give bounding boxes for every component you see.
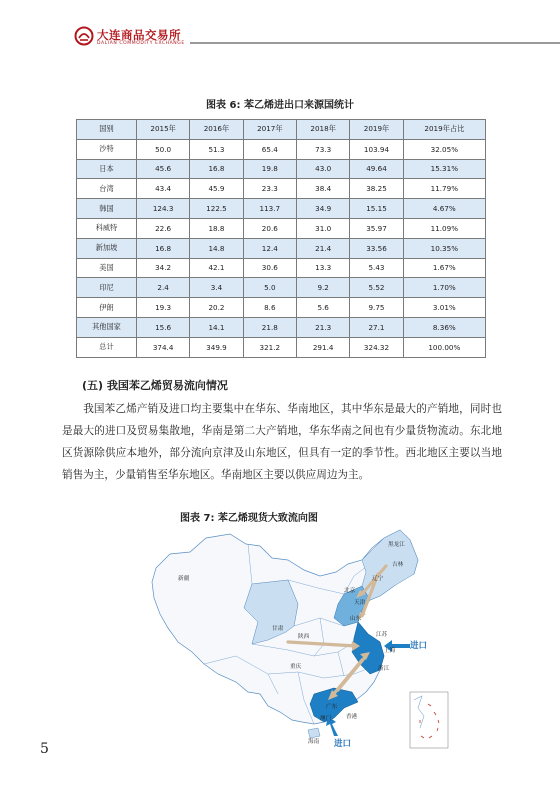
- table-cell: 韩国: [77, 199, 137, 219]
- table-cell: 51.3: [190, 139, 243, 159]
- table-row: [77, 159, 486, 179]
- table-cell: 22.6: [136, 218, 189, 238]
- label-import-east: 进口: [410, 641, 428, 651]
- table-cell: 20.6: [243, 218, 296, 238]
- table-cell: 30.6: [243, 258, 296, 278]
- table-cell: 43.4: [136, 179, 189, 199]
- table-cell: 16.8: [136, 238, 189, 258]
- label-jilin: 吉林: [392, 562, 404, 568]
- table-cell: 15.15: [350, 199, 403, 219]
- brand-name-en: DALIAN COMMODITY EXCHANGE: [97, 41, 185, 46]
- table-cell: 伊朗: [77, 298, 137, 318]
- table-cell: 19.8: [243, 159, 296, 179]
- label-xianggang: 香港: [346, 714, 358, 720]
- column-header: 2018年: [296, 120, 349, 140]
- label-chongqing: 重庆: [290, 664, 302, 670]
- page-number: 5: [40, 741, 49, 757]
- label-shandong: 山东: [350, 616, 362, 622]
- label-liaoning: 辽宁: [372, 576, 384, 582]
- table-row: [77, 139, 486, 159]
- column-header: 2015年: [136, 120, 189, 140]
- column-header: 2019年: [350, 120, 403, 140]
- table-cell: 32.05%: [403, 139, 485, 159]
- table-cell: 349.9: [190, 337, 243, 357]
- label-tianjin: 天津: [354, 600, 366, 606]
- table-cell: 45.6: [136, 159, 189, 179]
- table-cell: 8.6: [243, 298, 296, 318]
- page-header: [0, 0, 560, 60]
- table-cell: 1.70%: [403, 278, 485, 298]
- table-cell: 34.9: [296, 199, 349, 219]
- label-shaanxi: 陕西: [298, 634, 310, 640]
- exchange-logo-icon: [74, 26, 94, 46]
- table-cell: 4.67%: [403, 199, 485, 219]
- table-cell: 12.4: [243, 238, 296, 258]
- table-cell: 43.0: [296, 159, 349, 179]
- table-cell: 100.00%: [403, 337, 485, 357]
- header-divider: [190, 42, 560, 44]
- table-cell: 19.3: [136, 298, 189, 318]
- label-guangdong: 广东: [326, 704, 338, 710]
- table-cell: 21.3: [296, 317, 349, 337]
- table-cell: 35.97: [350, 218, 403, 238]
- table-cell: 3.01%: [403, 298, 485, 318]
- table-cell: 新加坡: [77, 238, 137, 258]
- table-cell: 18.8: [190, 218, 243, 238]
- label-hainan: 海南: [308, 739, 320, 745]
- table-cell: 印尼: [77, 278, 137, 298]
- table-total-row: [77, 337, 486, 357]
- table-row: [77, 238, 486, 258]
- label-beijing: 北京: [344, 588, 356, 594]
- table-cell: 5.52: [350, 278, 403, 298]
- table-cell: 11.79%: [403, 179, 485, 199]
- label-shanghai: 上海: [384, 648, 396, 654]
- table-cell: 1.67%: [403, 258, 485, 278]
- table-cell: 65.4: [243, 139, 296, 159]
- table-cell: 5.6: [296, 298, 349, 318]
- table-cell: 38.25: [350, 179, 403, 199]
- label-jiangsu: 江苏: [376, 632, 388, 638]
- label-xinjiang: 新疆: [178, 576, 190, 582]
- table-cell: 5.43: [350, 258, 403, 278]
- column-header: 国别: [77, 120, 137, 140]
- table-cell: 113.7: [243, 199, 296, 219]
- table-cell: 沙特: [77, 139, 137, 159]
- table-cell: 2.4: [136, 278, 189, 298]
- brand-name-cn: 大连商品交易所: [97, 28, 181, 42]
- label-gansu: 甘肃: [272, 626, 284, 632]
- table-cell: 38.4: [296, 179, 349, 199]
- table-cell: 5.0: [243, 278, 296, 298]
- table-cell: 其他国家: [77, 317, 137, 337]
- body-paragraph: 我国苯乙烯产销及进口均主要集中在华东、华南地区，其中华东是最大的产销地，同时也是最大的进口及贸易集散地，华南是第二大产销地，华东华南之间也有少量货物流动。东北地区货源除供应本地外，部分流向京津及山东地区，但具有一定的季节性。西北地区主要以当地销售为主，少量销售至华东地区。华南地区主要以供应周边为主。: [62, 403, 502, 481]
- table-row: [77, 218, 486, 238]
- table-cell: 15.6: [136, 317, 189, 337]
- table-cell: 321.2: [243, 337, 296, 357]
- table-row: [77, 199, 486, 219]
- table-row: [77, 298, 486, 318]
- import-source-table: [76, 119, 486, 358]
- table-cell: 34.2: [136, 258, 189, 278]
- table-cell: 台湾: [77, 179, 137, 199]
- table-cell: 9.75: [350, 298, 403, 318]
- table-row: [77, 317, 486, 337]
- table-cell: 16.8: [190, 159, 243, 179]
- table-cell: 31.0: [296, 218, 349, 238]
- table-cell: 10.35%: [403, 238, 485, 258]
- table-cell: 14.8: [190, 238, 243, 258]
- table-cell: 3.4: [190, 278, 243, 298]
- table-cell: 21.4: [296, 238, 349, 258]
- table-cell: 日本: [77, 159, 137, 179]
- label-heilongjiang: 黑龙江: [388, 542, 405, 548]
- figure-caption: 图表 7: 苯乙烯现货大致流向图: [180, 513, 318, 524]
- table-cell: 49.64: [350, 159, 403, 179]
- table-caption: 图表 6: 苯乙烯进出口来源国统计: [206, 100, 354, 111]
- table-cell: 42.1: [190, 258, 243, 278]
- table-cell: 122.5: [190, 199, 243, 219]
- table-cell: 13.3: [296, 258, 349, 278]
- table-row: [77, 179, 486, 199]
- table-cell: 73.3: [296, 139, 349, 159]
- table-cell: 总计: [77, 337, 137, 357]
- table-cell: 23.3: [243, 179, 296, 199]
- styrene-flow-map: [148, 524, 450, 752]
- table-cell: 45.9: [190, 179, 243, 199]
- south-china-sea-inset: [410, 692, 448, 748]
- column-header: 2019年占比: [403, 120, 485, 140]
- label-zhejiang: 浙江: [378, 666, 390, 672]
- table-cell: 9.2: [296, 278, 349, 298]
- table-cell: 103.94: [350, 139, 403, 159]
- table-cell: 324.32: [350, 337, 403, 357]
- section-heading: (五) 我国苯乙烯贸易流向情况: [82, 379, 228, 392]
- table-cell: 20.2: [190, 298, 243, 318]
- table-cell: 374.4: [136, 337, 189, 357]
- label-import-south: 进口: [334, 739, 352, 749]
- hainan-island: [308, 728, 320, 738]
- table-row: [77, 278, 486, 298]
- column-header: 2017年: [243, 120, 296, 140]
- table-cell: 15.31%: [403, 159, 485, 179]
- table-cell: 291.4: [296, 337, 349, 357]
- table-header-row: [77, 120, 486, 140]
- table-cell: 27.1: [350, 317, 403, 337]
- table-row: [77, 258, 486, 278]
- table-cell: 50.0: [136, 139, 189, 159]
- table-cell: 124.3: [136, 199, 189, 219]
- table-cell: 8.36%: [403, 317, 485, 337]
- table-cell: 美国: [77, 258, 137, 278]
- table-cell: 33.56: [350, 238, 403, 258]
- column-header: 2016年: [190, 120, 243, 140]
- table-cell: 科威特: [77, 218, 137, 238]
- table-cell: 11.09%: [403, 218, 485, 238]
- label-aomen: 澳门: [320, 716, 332, 722]
- table-cell: 14.1: [190, 317, 243, 337]
- table-cell: 21.8: [243, 317, 296, 337]
